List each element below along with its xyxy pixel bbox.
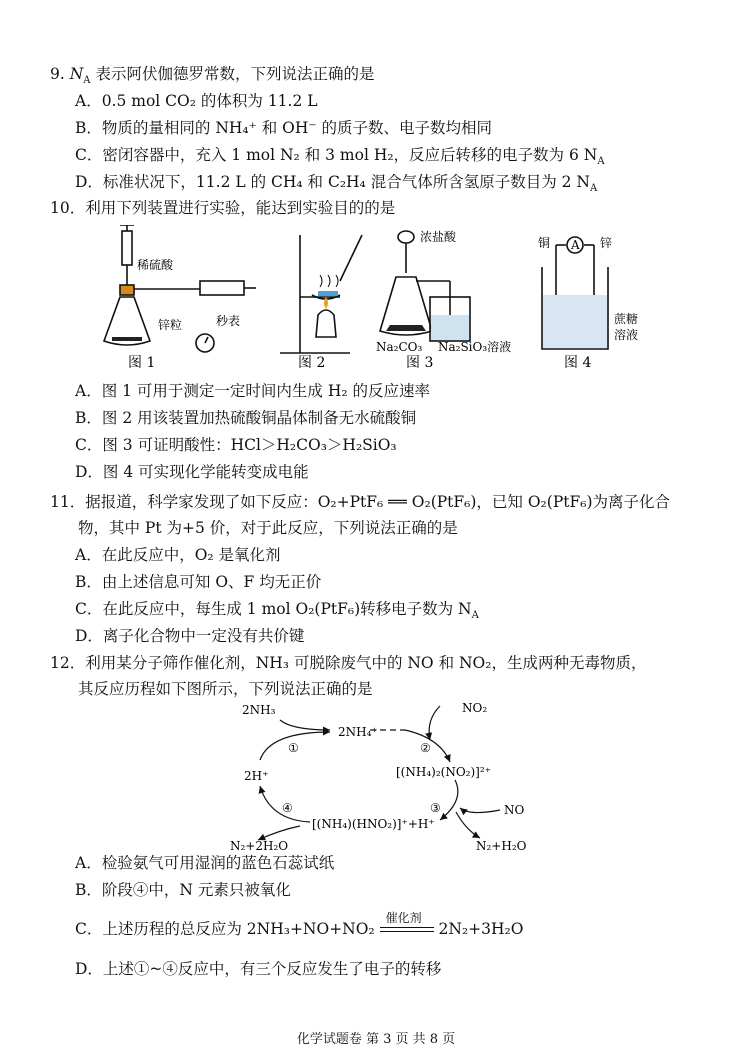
q11-option-a: A．在此反应中，O₂ 是氧化剂 [75,546,281,564]
q12-option-c: C．上述历程的总反应为 2NH₃+NO+NO₂ 催化剂 2N₂+3H₂O [75,918,523,940]
diagram-n2-h2o-left: N₂+2H₂O [230,839,289,853]
diagram-h-plus: 2H⁺ [244,769,269,783]
q10-apparatus-figures [90,225,650,375]
diagram-step-1: ① [288,741,299,755]
q10-option-b: B．图 2 用该装置加热硫酸铜晶体制备无水硫酸铜 [75,409,417,427]
zinc-granules [112,337,142,341]
f4-sugar-label-1: 蔗糖 [614,312,639,326]
q12-option-a: A．检验氨气可用湿润的蓝色石蕊试纸 [75,854,335,872]
diagram-nh3: 2NH₃ [242,703,276,717]
diagram-step-3: ③ [430,801,441,815]
f1-watch-label: 秒表 [216,314,241,328]
catalyst-label: 催化剂 [385,911,422,925]
figure-2-caption: 图 2 [298,355,326,371]
f4-zn-label: 锌 [600,236,613,250]
diagram-nh4: 2NH₄⁺ [338,725,378,739]
q11-option-d: D．离子化合物中一定没有共价键 [75,627,305,645]
catalyst-arrow [380,911,434,937]
q12-option-d: D．上述①~④反应中，有三个反应发生了电子的转移 [75,960,442,978]
q9-option-a: A．0.5 mol CO₂ 的体积为 11.2 L [75,92,318,110]
q9-stem: 9. $N_A$ 表示阿伏伽德罗常数，下列说法正确的是 [50,65,375,87]
diagram-n2-h2o-right: N₂+H₂O [476,839,527,853]
f3-na2sio3-label: Na₂SiO₃溶液 [438,340,512,354]
diagram-no: NO [504,803,525,817]
f1-acid-label: 稀硫酸 [137,258,174,272]
f4-cu-label: 铜 [538,236,551,250]
figure-1-apparatus [104,225,256,352]
figure-3-caption: 图 3 [406,355,434,371]
diagram-step-2: ② [420,741,431,755]
diagram-step-4: ④ [282,801,293,815]
q12-stem-line-1: 12．利用某分子筛作催化剂，NH₃ 可脱除废气中的 NO 和 NO₂，生成两种无毒物质， [50,654,647,672]
diagram-no2: NO₂ [462,701,488,715]
q12-reaction-cycle-diagram [230,700,540,856]
q11-option-b: B．由上述信息可知 O、F 均无正价 [75,573,322,591]
q11-option-c: C．在此反应中，每生成 1 mol O₂(PtF₆)转移电子数为 $N_A$ [75,600,479,622]
page-footer: 化学试题卷 第 3 页 共 8 页 [296,1032,456,1047]
q10-stem: 10．利用下列装置进行实验，能达到实验目的的是 [50,199,396,217]
diagram-complex-2: [(NH₄)(HNO₂)]⁺+H⁺ [312,817,435,831]
q9-option-c: C．密闭容器中，充入 1 mol N₂ 和 3 mol H₂，反应后转移的电子数为 6 $N_A$ [75,146,605,168]
f4-ammeter-label: A [571,238,580,252]
f3-hcl-label: 浓盐酸 [420,230,457,244]
q10-option-a: A．图 1 可用于测定一定时间内生成 H₂ 的反应速率 [75,382,430,400]
q11-stem-line-2: 物，其中 Pt 为+5 价，对于此反应，下列说法正确的是 [78,519,458,537]
q9-option-d: D．标准状况下，11.2 L 的 CH₄ 和 C₂H₄ 混合气体所含氢原子数目为 2 $N_A$ [75,173,598,195]
q10-option-c: C．图 3 可证明酸性：HCl＞H₂CO₃＞H₂SiO₃ [75,436,397,454]
f4-sugar-label-2: 溶液 [614,328,639,342]
q11-stem-line-1: 11．据报道，科学家发现了如下反应：O₂+PtF₆ ══ O₂(PtF₆)，已知 O₂(PtF₆)为离子化合 [50,493,670,511]
f3-na2co3-label: Na₂CO₃ [376,340,423,354]
q9-option-b: B．物质的量相同的 NH₄⁺ 和 OH⁻ 的质子数、电子数均相同 [75,119,492,137]
figure-4-caption: 图 4 [564,355,592,371]
f1-zn-label: 锌粒 [158,318,183,332]
diagram-complex-1: [(NH₄)₂(NO₂)]²⁺ [396,765,491,779]
q12-option-b: B．阶段④中，N 元素只被氧化 [75,881,291,899]
q12-stem-line-2: 其反应历程如下图所示，下列说法正确的是 [78,680,373,698]
q10-option-d: D．图 4 可实现化学能转变成电能 [75,463,309,481]
figure-1-caption: 图 1 [128,355,156,371]
